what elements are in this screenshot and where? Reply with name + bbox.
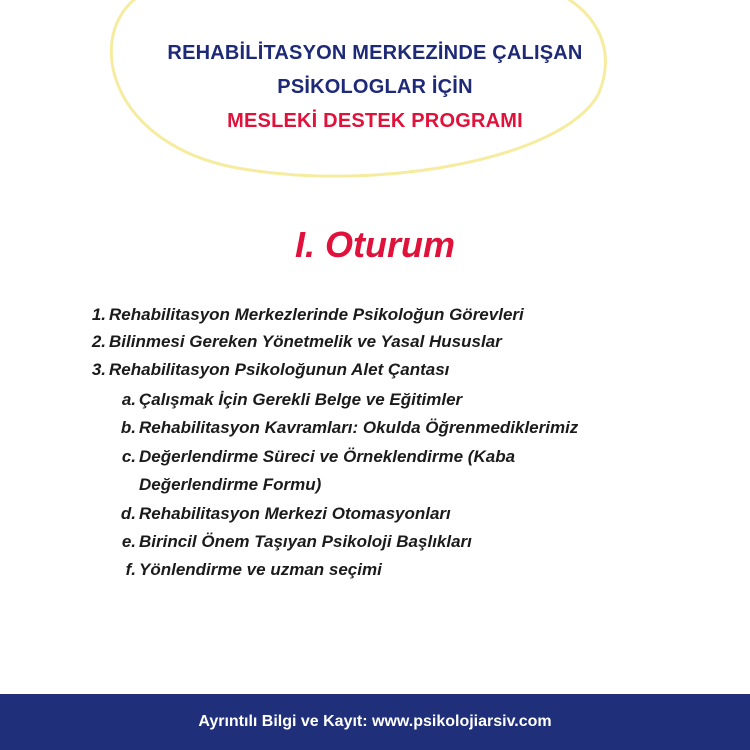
- subitem-text-continuation: Değerlendirme Formu): [139, 475, 322, 494]
- item-text: Rehabilitasyon Merkezlerinde Psikoloğun Görevleri: [109, 305, 524, 324]
- subitem-letter: a.: [121, 390, 136, 409]
- subitem-letter: d.: [120, 504, 136, 523]
- subitem-text: Yönlendirme ve uzman seçimi: [139, 560, 382, 579]
- subitem-letter: f.: [125, 560, 136, 579]
- agenda-subitem: [119, 502, 451, 526]
- subitem-text: Rehabilitasyon Merkezi Otomasyonları: [139, 504, 451, 523]
- agenda-subitem: [119, 530, 472, 554]
- agenda-item: [86, 358, 449, 382]
- agenda-item: [86, 303, 524, 327]
- program-title-line-2: PSİKOLOGLAR İÇİN: [277, 76, 473, 98]
- program-title-line-1: REHABİLİTASYON MERKEZİNDE ÇALIŞAN: [167, 42, 583, 64]
- item-number: 3.: [91, 360, 106, 379]
- subitem-text: Birincil Önem Taşıyan Psikoloji Başlıkları: [139, 532, 472, 551]
- program-subtitle: MESLEKİ DESTEK PROGRAMI: [227, 110, 523, 132]
- item-number: 1.: [91, 305, 106, 324]
- footer-banner: [0, 694, 750, 750]
- subitem-text: Değerlendirme Süreci ve Örneklendirme (Kaba: [139, 447, 516, 466]
- subitem-letter: c.: [121, 447, 136, 466]
- agenda-subitem: [119, 558, 382, 582]
- agenda-subitem: [119, 445, 515, 469]
- subitem-letter: e.: [121, 532, 136, 551]
- footer-contact-text: Ayrıntılı Bilgi ve Kayıt: www.psikolojiarsiv.com: [198, 713, 552, 730]
- subitem-text: Çalışmak İçin Gerekli Belge ve Eğitimler: [139, 390, 463, 409]
- subitem-text: Rehabilitasyon Kavramları: Okulda Öğrenmediklerimiz: [139, 418, 579, 437]
- item-text: Rehabilitasyon Psikoloğunun Alet Çantası: [109, 360, 450, 379]
- subitem-letter: b.: [120, 418, 136, 437]
- agenda-subitem: [119, 416, 578, 440]
- agenda-item: [86, 330, 502, 354]
- agenda-subitem: [119, 388, 462, 412]
- item-text: Bilinmesi Gereken Yönetmelik ve Yasal Hususlar: [109, 332, 502, 351]
- session-title: I. Oturum: [295, 224, 455, 265]
- item-number: 2.: [91, 332, 106, 351]
